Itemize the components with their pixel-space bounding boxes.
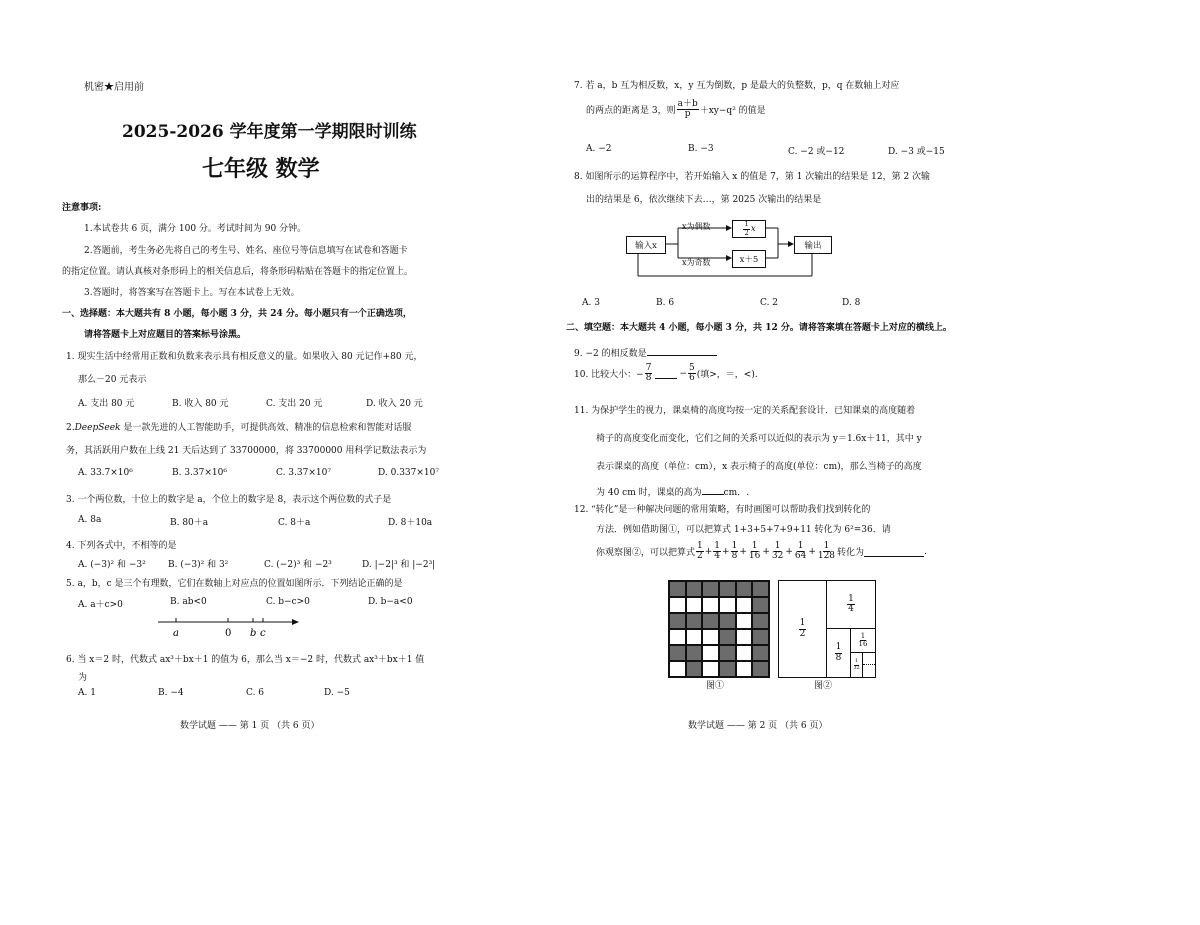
figure-1-grid xyxy=(668,580,770,678)
flow-half-num: 1 xyxy=(744,220,749,229)
q2-option-c: C. 3.37×10⁷ xyxy=(276,468,331,478)
fig2-eighth-label xyxy=(835,643,843,663)
q8-line2: 出的结果是 6，依次继续下去…，第 2025 次输出的结果是 xyxy=(586,195,822,205)
flow-plus5-box: x＋5 xyxy=(732,250,766,268)
grid-cell xyxy=(752,597,769,613)
grid-cell xyxy=(669,581,686,597)
secret-label: 机密★启用前 xyxy=(84,82,144,93)
section2-line1: 二、填空题：本大题共 4 小题，每小题 3 分，共 12 分。请将答案填在答题卡上对应的横线上。 xyxy=(566,323,952,333)
q7-option-d: D. −3 或−15 xyxy=(888,147,945,157)
fig2-sixteenth-num: 1 xyxy=(860,631,866,640)
q8-option-c: C. 2 xyxy=(760,298,779,308)
fig2-sixteenth-label xyxy=(858,633,869,649)
q8-option-a: A. 3 xyxy=(582,298,600,308)
q2-prefix: 2. xyxy=(66,423,75,433)
note-3: 3.答题时，将答案写在答题卡上。写在本试卷上无效。 xyxy=(84,288,300,298)
grid-cell xyxy=(736,613,753,629)
q11-answer-blank xyxy=(702,484,724,495)
grid-cell xyxy=(669,613,686,629)
grid-cell xyxy=(702,661,719,677)
flow-half-frac xyxy=(743,221,749,237)
q12-answer-blank xyxy=(864,546,924,557)
q1-line2: 那么－20 元表示 xyxy=(78,375,147,385)
q12-frac-16-num: 1 xyxy=(751,541,758,551)
grid-cell xyxy=(702,629,719,645)
figure-2-caption: 图② xyxy=(814,681,833,691)
q11-line3: 表示课桌的高度（单位：cm），x 表示椅子的高度(单位：cm)，那么当椅子的高度 xyxy=(596,462,922,472)
q4-option-c: C. (−2)³ 和 −2³ xyxy=(264,560,332,570)
fig2-remainder-region xyxy=(863,653,875,665)
footer-right: 数学试题 —— 第 2 页 （共 6 页） xyxy=(688,721,828,731)
q12-frac-4 xyxy=(713,542,721,562)
grid-cell xyxy=(669,597,686,613)
flow-odd-label: x为奇数 xyxy=(682,258,711,267)
q3-option-b: B. 80＋a xyxy=(170,518,209,528)
q7-line2-post: ＋xy−q² 的值是 xyxy=(699,106,766,117)
fig2-half-label xyxy=(799,619,807,639)
q7-line2-pre: 的两点的距离是 3，则 xyxy=(586,106,676,117)
q3-line1: 3. 一个两位数，十位上的数字是 a，个位上的数字是 8，表示这个两位数的式子是 xyxy=(66,495,392,505)
q6-option-c: C. 6 xyxy=(246,688,265,698)
q12-line3-post: 转化为 xyxy=(837,548,865,559)
q7-line1: 7. 若 a，b 互为相反数，x，y 互为倒数，p 是最大的负整数，p，q 在数轴上对应 xyxy=(574,81,900,91)
fig2-quarter-den: 4 xyxy=(848,604,854,614)
axis-label-c: c xyxy=(260,628,266,639)
q6-line1: 6. 当 x＝2 时，代数式 ax³＋bx＋1 的值为 6，那么当 x＝−2 时，代数式 ax³＋bx＋1 值 xyxy=(66,655,425,665)
q7-fraction xyxy=(677,100,699,120)
q7-option-a: A. −2 xyxy=(586,144,612,154)
grid-cell xyxy=(719,581,736,597)
q12-line1: 12. “转化”是一种解决问题的常用策略，有时画图可以帮助我们找到转化的 xyxy=(574,505,871,515)
fig2-quarter-num: 1 xyxy=(848,593,854,604)
q12-frac-2 xyxy=(696,542,704,562)
grid-cell xyxy=(686,645,703,661)
q9-line xyxy=(574,345,717,359)
fig2-half-region xyxy=(779,581,827,677)
q10-f2-num: 5 xyxy=(689,363,695,373)
exam-subtitle: 七年级 数学 xyxy=(202,156,320,182)
axis-label-b: b xyxy=(250,628,257,639)
q4-option-b: B. (−3)² 和 3² xyxy=(168,560,229,570)
q5-option-c: C. b−c>0 xyxy=(266,597,310,607)
fig2-thirtysecond-num: 1 xyxy=(854,658,859,665)
note-2b: 的指定位置。请认真核对条形码上的相关信息后，将条形码粘贴在答题卡的指定位置上。 xyxy=(62,267,414,277)
note-1: 1.本试卷共 6 页，满分 100 分。考试时间为 90 分钟。 xyxy=(84,224,307,234)
q8-option-d: D. 8 xyxy=(842,298,861,308)
grid-cell xyxy=(686,661,703,677)
q12-line3: 你观察图②，可以把算式 $\frac{1}{2}$ + $\frac{1}{4}$ + $\frac{1}{8}$ + $\frac{1}{16}$ + $\frac{1}{32}$ + $\frac{1}{64}$ + $\frac{1}{128}$ 转化为 . xyxy=(596,541,927,562)
figure-2-square xyxy=(778,580,876,678)
q10-suffix: (填>，＝，<). xyxy=(696,370,758,381)
q12-frac-2-den: 2 xyxy=(697,551,703,562)
q2-line2: 务，其活跃用户数在上线 21 天后达到了 33700000，将 33700000 用科学记数法表示为 xyxy=(66,446,427,456)
q2-brand: DeepSeek xyxy=(74,423,121,433)
q12-frac-64 xyxy=(794,542,807,562)
q5-line1: 5. a，b，c 是三个有理数，它们在数轴上对应点的位置如图所示．下列结论正确的是 xyxy=(66,579,403,589)
q10-f2-den: 6 xyxy=(689,373,695,384)
q2-option-a: A. 33.7×10⁶ xyxy=(78,468,133,478)
q3-option-c: C. 8＋a xyxy=(278,518,311,528)
q3-option-a: A. 8a xyxy=(78,515,102,525)
flow-half-var: x xyxy=(750,224,756,234)
q7-line2 xyxy=(586,100,766,120)
grid-cell xyxy=(752,661,769,677)
grid-cell xyxy=(719,661,736,677)
q12-frac-16-den: 16 xyxy=(748,551,761,562)
q9-answer-blank xyxy=(647,345,717,356)
q12-frac-128-den: 128 xyxy=(817,551,836,562)
flow-half-den: 2 xyxy=(744,228,749,237)
q7-option-c: C. −2 或−12 xyxy=(788,147,845,157)
grid-cell xyxy=(686,597,703,613)
q12-frac-8-num: 1 xyxy=(731,541,738,551)
q10-f1-num: 7 xyxy=(645,363,652,373)
q11-line2: 椅子的高度变化而变化，它们之间的关系可以近似的表示为 y＝1.6x＋11，其中 y xyxy=(596,434,922,444)
flow-input-box: 输入x xyxy=(626,236,666,254)
q12-frac-16 xyxy=(748,542,761,562)
axis-label-0: 0 xyxy=(225,628,232,639)
grid-cell xyxy=(736,629,753,645)
grid-cell xyxy=(719,613,736,629)
flow-half-box xyxy=(732,220,766,238)
grid-cell xyxy=(702,581,719,597)
flow-output-box: 输出 xyxy=(794,236,832,254)
q5-option-d: D. b−a<0 xyxy=(368,597,413,607)
grid-cell xyxy=(736,581,753,597)
grid-cell xyxy=(736,661,753,677)
q10-line xyxy=(574,364,758,384)
grid-cell xyxy=(719,629,736,645)
q5-option-a: A. a＋c>0 xyxy=(78,600,123,610)
q12-frac-8-den: 8 xyxy=(731,551,738,562)
q4-option-a: A. (−3)² 和 −3² xyxy=(78,560,146,570)
q6-option-d: D. −5 xyxy=(324,688,350,698)
q8-option-b: B. 6 xyxy=(656,298,675,308)
grid-cell xyxy=(669,661,686,677)
figure-1-caption: 图① xyxy=(706,681,725,691)
fig2-quarter-region xyxy=(827,581,875,629)
grid-cell xyxy=(752,613,769,629)
q12-frac-32 xyxy=(771,542,784,562)
q2-line1 xyxy=(66,420,411,433)
q11-line4 xyxy=(596,484,749,498)
q12-frac-64-den: 64 xyxy=(794,551,807,562)
q1-line1: 1. 现实生活中经常用正数和负数来表示具有相反意义的量。如果收入 80 元记作+80 元， xyxy=(66,352,423,362)
q12-frac-128 xyxy=(817,542,836,562)
grid-cell xyxy=(719,597,736,613)
q5-option-b: B. ab<0 xyxy=(170,597,207,607)
q7-frac-num: a＋b xyxy=(677,99,698,109)
q12-frac-4-num: 1 xyxy=(714,541,721,551)
q10-frac-2 xyxy=(688,364,696,384)
q2-line1-text: 是一款先进的人工智能助手，可提供高效、精准的信息检索和智能对话服 xyxy=(120,423,412,433)
q12-frac-2-num: 1 xyxy=(697,541,703,551)
q2-option-b: B. 3.37×10⁶ xyxy=(172,468,227,478)
exam-title: 2025-2026 学年度第一学期限时训练 xyxy=(122,122,417,142)
fig2-thirtysecond-region xyxy=(851,653,863,677)
q10-prefix: 10. 比较大小：− xyxy=(574,370,644,381)
number-line-diagram xyxy=(154,612,304,642)
fig2-sixteenth-region xyxy=(851,629,875,653)
q7-frac-den: p xyxy=(684,109,691,120)
q6-line2: 为 xyxy=(78,673,88,683)
fig2-sixteenth-den: 16 xyxy=(858,640,868,648)
q12-line2: 方法．例如借助图①，可以把算式 1+3+5+7+9+11 转化为 6²=36．请 xyxy=(596,525,891,535)
fig2-thirtysecond-den: 32 xyxy=(853,664,860,671)
q12-frac-8 xyxy=(731,542,739,562)
q10-mid: − xyxy=(679,368,687,379)
q11-line4-post: cm．. xyxy=(723,488,750,498)
flow-even-label: x为偶数 xyxy=(682,222,711,231)
grid-cell xyxy=(719,645,736,661)
q10-f1-den: 8 xyxy=(645,373,652,384)
grid-cell xyxy=(752,645,769,661)
q4-option-d: D. |−2|³ 和 |−2³| xyxy=(362,560,436,570)
fig2-half-den: 2 xyxy=(799,628,806,639)
grid-cell xyxy=(736,645,753,661)
grid-cell xyxy=(752,581,769,597)
q12-frac-4-den: 4 xyxy=(714,551,721,562)
q12-frac-64-num: 1 xyxy=(797,541,804,551)
grid-cell xyxy=(702,613,719,629)
grid-cell xyxy=(752,629,769,645)
q6-option-a: A. 1 xyxy=(78,688,96,698)
grid-cell xyxy=(686,629,703,645)
section1-line2: 请将答题卡上对应题目的答案标号涂黑。 xyxy=(84,330,247,340)
q1-option-d: D. 收入 20 元 xyxy=(366,399,423,409)
q10-frac-1 xyxy=(645,364,653,384)
notes-title: 注意事项: xyxy=(62,203,102,213)
q1-option-b: B. 收入 80 元 xyxy=(172,399,229,409)
fig2-eighth-region xyxy=(827,629,851,677)
fig2-quarter-label xyxy=(847,595,855,615)
q6-option-b: B. −4 xyxy=(158,688,184,698)
grid-cell xyxy=(669,629,686,645)
q11-line4-pre: 为 40 cm 时，课桌的高为 xyxy=(596,488,702,498)
note-2: 2.答题前，考生务必先将自己的考生号、姓名、座位号等信息填写在试卷和答题卡 xyxy=(84,246,408,256)
fig2-thirtysecond-label xyxy=(852,659,860,671)
fig2-eighth-den: 8 xyxy=(835,652,842,663)
q1-option-a: A. 支出 80 元 xyxy=(78,399,135,409)
q7-option-b: B. −3 xyxy=(688,144,714,154)
q9-text: 9. −2 的相反数是 xyxy=(574,349,647,359)
q8-line1: 8. 如图所示的运算程序中，若开始输入 x 的值是 7，第 1 次输出的结果是 12，第 2 次输 xyxy=(574,172,931,182)
grid-cell xyxy=(702,645,719,661)
q12-frac-32-num: 1 xyxy=(774,541,781,551)
fig2-half-num: 1 xyxy=(799,618,806,629)
q12-frac-32-den: 32 xyxy=(771,551,784,562)
grid-cell xyxy=(686,613,703,629)
q2-option-d: D. 0.337×10⁷ xyxy=(378,468,439,478)
grid-cell xyxy=(669,645,686,661)
section1-line1: 一、选择题：本大题共有 8 小题，每小题 3 分，共 24 分。每小题只有一个正确选项， xyxy=(62,309,412,319)
q4-line1: 4. 下列各式中，不相等的是 xyxy=(66,541,177,551)
axis-label-a: a xyxy=(173,628,179,639)
q10-answer-blank xyxy=(655,368,677,379)
q12-frac-128-num: 1 xyxy=(823,541,830,551)
footer-left: 数学试题 —— 第 1 页 （共 6 页） xyxy=(180,721,320,731)
q3-option-d: D. 8＋10a xyxy=(388,518,433,528)
q12-line3-pre: 你观察图②，可以把算式 xyxy=(596,548,696,559)
fig2-eighth-num: 1 xyxy=(835,642,842,653)
grid-cell xyxy=(702,597,719,613)
q1-option-c: C. 支出 20 元 xyxy=(266,399,323,409)
grid-cell xyxy=(736,597,753,613)
q11-line1: 11. 为保护学生的视力，课桌椅的高度均按一定的关系配套设计．已知课桌的高度随着 xyxy=(574,406,916,416)
grid-cell xyxy=(686,581,703,597)
